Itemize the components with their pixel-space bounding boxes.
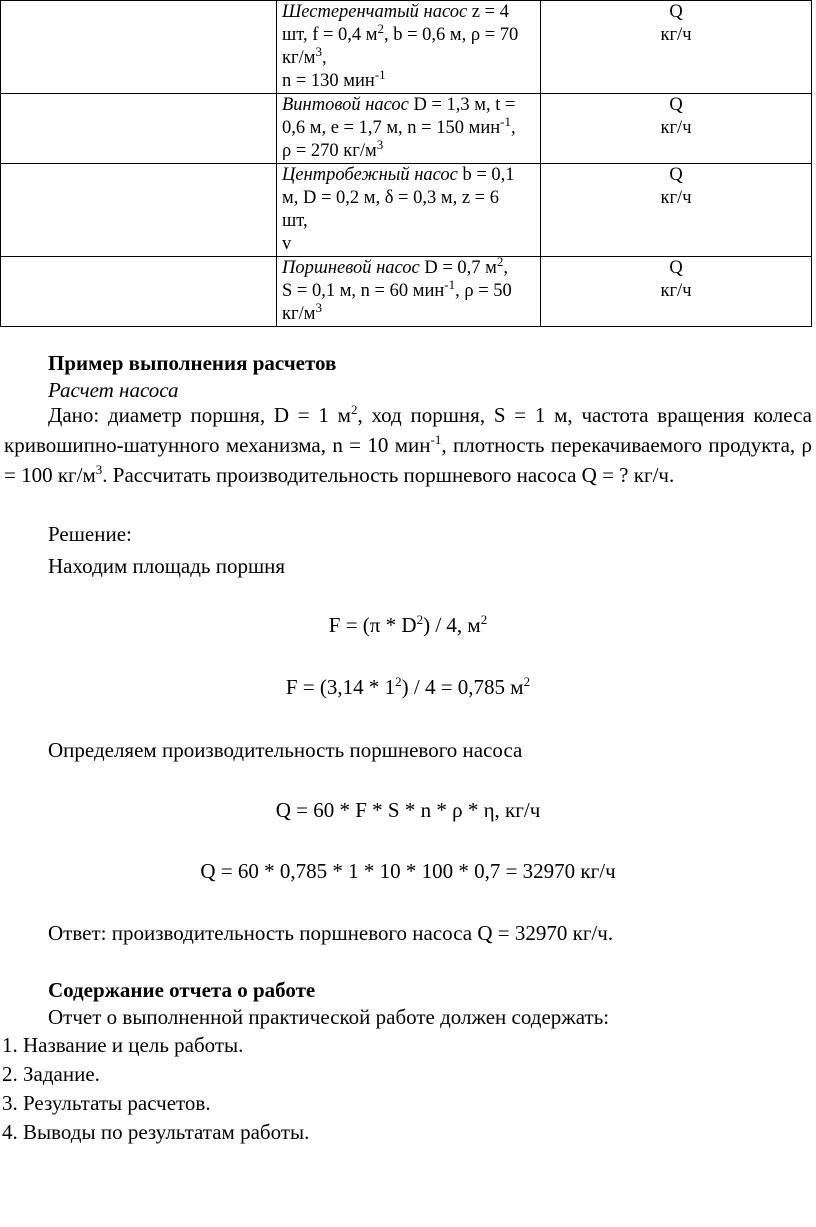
find-area-text: Находим площадь поршня — [48, 554, 286, 578]
solution-label: Решение: — [48, 522, 132, 546]
empty-cell — [1, 257, 277, 327]
list-item: 1. Название и цель работы. — [2, 1033, 244, 1057]
capacity-calculation: Q = 60 * 0,785 * 1 * 10 * 100 * 0,7 = 32970 кг/ч — [200, 859, 616, 883]
list-item: 2. Задание. — [2, 1062, 100, 1086]
determine-text: Определяем производительность поршневого насоса — [48, 738, 523, 762]
result-cell: Q кг/ч — [541, 94, 812, 164]
result-cell: Q кг/ч — [541, 1, 812, 94]
result-cell: Q кг/ч — [541, 164, 812, 257]
empty-cell — [1, 94, 277, 164]
pump-parameters-cell: Винтовой насос D = 1,3 м, t = 0,6 м, e = 1,7 м, n = 150 мин$^{-1}$, ρ = 270 $кг/м^3$ — [277, 94, 541, 164]
capacity-formula: Q = 60 * F * S * n * ρ * η, кг/ч — [275, 798, 541, 822]
pump-parameters-cell: Поршневой насос D = 0,7 $м^2$, S = 0,1 м, n = 60 мин$^{-1}$, ρ = 50 $кг/м^3$ — [277, 257, 541, 327]
area-formula: $F = (\pi * D^2) / 4$, $м^2$ — [328, 612, 488, 637]
table-row — [1, 164, 812, 257]
area-calculation: $F = (3,14 * 1^2) / 4 = 0,785$ $м^2$ — [285, 674, 531, 699]
table-row — [1, 257, 812, 327]
empty-cell — [1, 1, 277, 94]
example-heading: Пример выполнения расчетов — [48, 351, 337, 375]
report-heading: Содержание отчета о работе — [48, 978, 316, 1002]
pump-parameters-cell: Шестеренчатый насос z = 4 шт, f = 0,4 $м^2$, b = 0,6 м, ρ = 70 $кг/м^3$, n = 130 мин$^{-1}$ — [277, 1, 541, 94]
example-subheading: Расчет насоса — [48, 378, 179, 402]
empty-cell — [1, 164, 277, 257]
table-row — [1, 94, 812, 164]
report-list — [2, 1031, 309, 1147]
report-intro: Отчет о выполненной практической работе должен содержать: — [48, 1005, 610, 1029]
pump-variants-table — [0, 0, 812, 327]
result-cell: Q кг/ч — [541, 257, 812, 327]
given-paragraph: Дано: диаметр поршня, D = 1 $м^2$, ход поршня, S = 1 м, частота вращения колеса кривошипно-шатунного механизма, n = 10 мин$^{-1}$, плотность перекачиваемого продукта, ρ = 100 $кг/м^3$. Рассчитать производительность поршневого насоса Q = ? кг/ч. — [4, 402, 813, 487]
list-item: 4. Выводы по результатам работы. — [2, 1120, 310, 1144]
list-item: 3. Результаты расчетов. — [2, 1091, 211, 1115]
answer-text: Ответ: производительность поршневого насоса Q = 32970 кг/ч. — [48, 921, 614, 945]
table-row — [1, 1, 812, 94]
pump-parameters-cell: Центробежный насос b = 0,1 м, D = 0,2 м, δ = 0,3 м, z = 6 шт, v — [277, 164, 541, 257]
